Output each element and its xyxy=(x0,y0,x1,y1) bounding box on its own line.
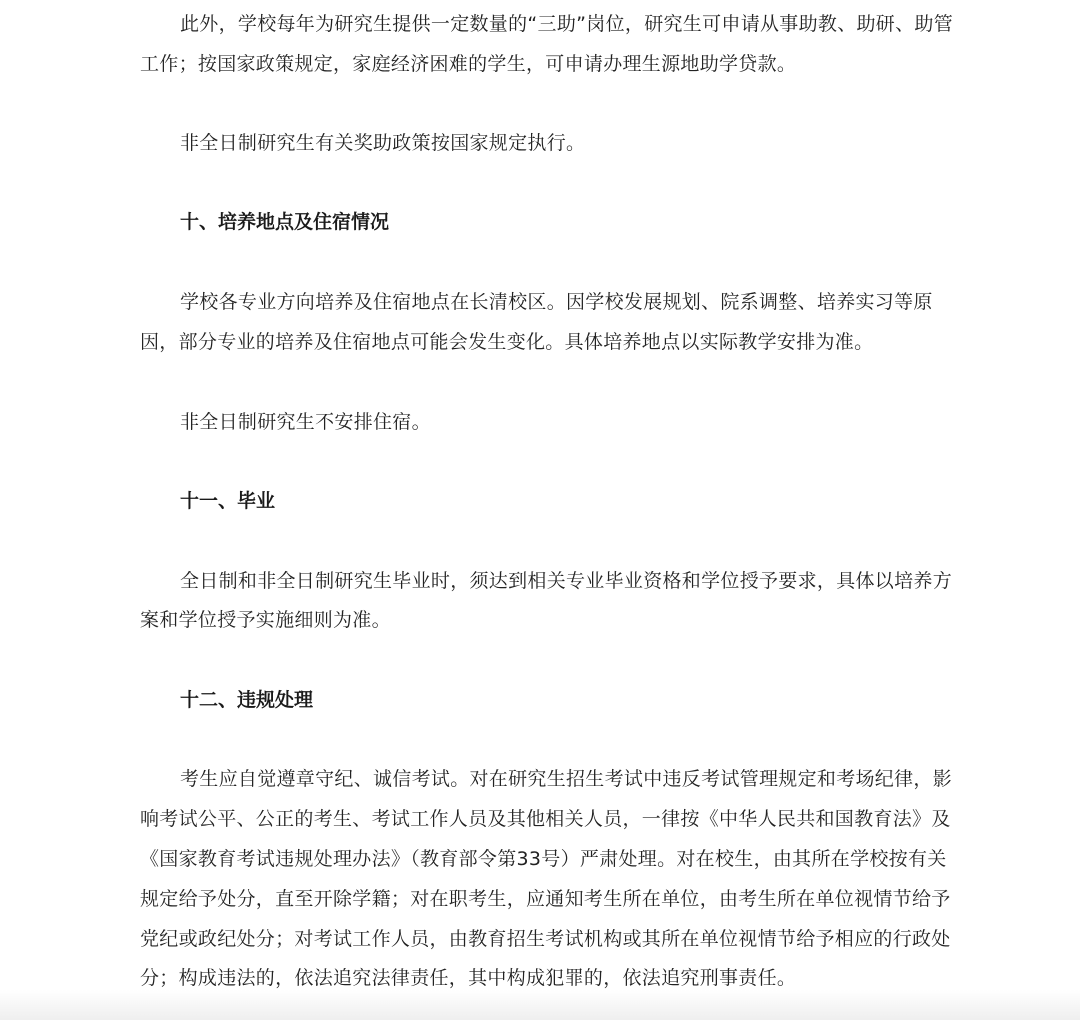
aid-para1-line1: 此外，学校每年为研究生提供一定数量的“三助”岗位，研究生可申请从事助教、助研、助管 xyxy=(180,13,953,35)
section-heading-graduation: 十一、毕业 xyxy=(180,490,276,512)
graduation-para1-line1: 全日制和非全日制研究生毕业时，须达到相关专业毕业资格和学位授予要求，具体以培养方 xyxy=(180,570,953,592)
location-para1-line1: 学校各专业方向培养及住宿地点在长清校区。因学校发展规划、院系调整、培养实习等原 xyxy=(180,291,933,313)
violation-line5: 党纪或政纪处分；对考试工作人员，由教育招生考试机构或其所在单位视情节给予相应的行政处 xyxy=(140,928,951,950)
location-para2-line1: 非全日制研究生不安排住宿。 xyxy=(180,411,431,433)
graduation-para1-line2: 案和学位授予实施细则为准。 xyxy=(140,609,391,631)
violation-line6: 分；构成违法的，依法追究法律责任，其中构成犯罪的，依法追究刑事责任。 xyxy=(140,967,797,989)
violation-line4: 规定给予处分，直至开除学籍；对在职考生，应通知考生所在单位，由考生所在单位视情节给予 xyxy=(140,888,951,910)
violation-line3: 《国家教育考试违规处理办法》（教育部令第33号）严肃处理。对在校生，由其所在学校按有关 xyxy=(140,848,947,870)
violation-line2: 响考试公平、公正的考生、考试工作人员及其他相关人员，一律按《中华人民共和国教育法》及 xyxy=(140,808,951,830)
aid-para2-line1: 非全日制研究生有关奖助政策按国家规定执行。 xyxy=(180,132,586,154)
violation-line1: 考生应自觉遵章守纪、诚信考试。对在研究生招生考试中违反考试管理规定和考场纪律，影 xyxy=(180,768,953,790)
section-heading-violation: 十二、违规处理 xyxy=(180,689,314,711)
location-para1-line2: 因，部分专业的培养及住宿地点可能会发生变化。具体培养地点以实际教学安排为准。 xyxy=(140,331,874,353)
aid-para1-line2: 工作；按国家政策规定，家庭经济困难的学生，可申请办理生源地助学贷款。 xyxy=(140,53,797,75)
page-bottom-shadow xyxy=(0,990,1080,1020)
section-heading-location: 十、培养地点及住宿情况 xyxy=(180,211,390,233)
